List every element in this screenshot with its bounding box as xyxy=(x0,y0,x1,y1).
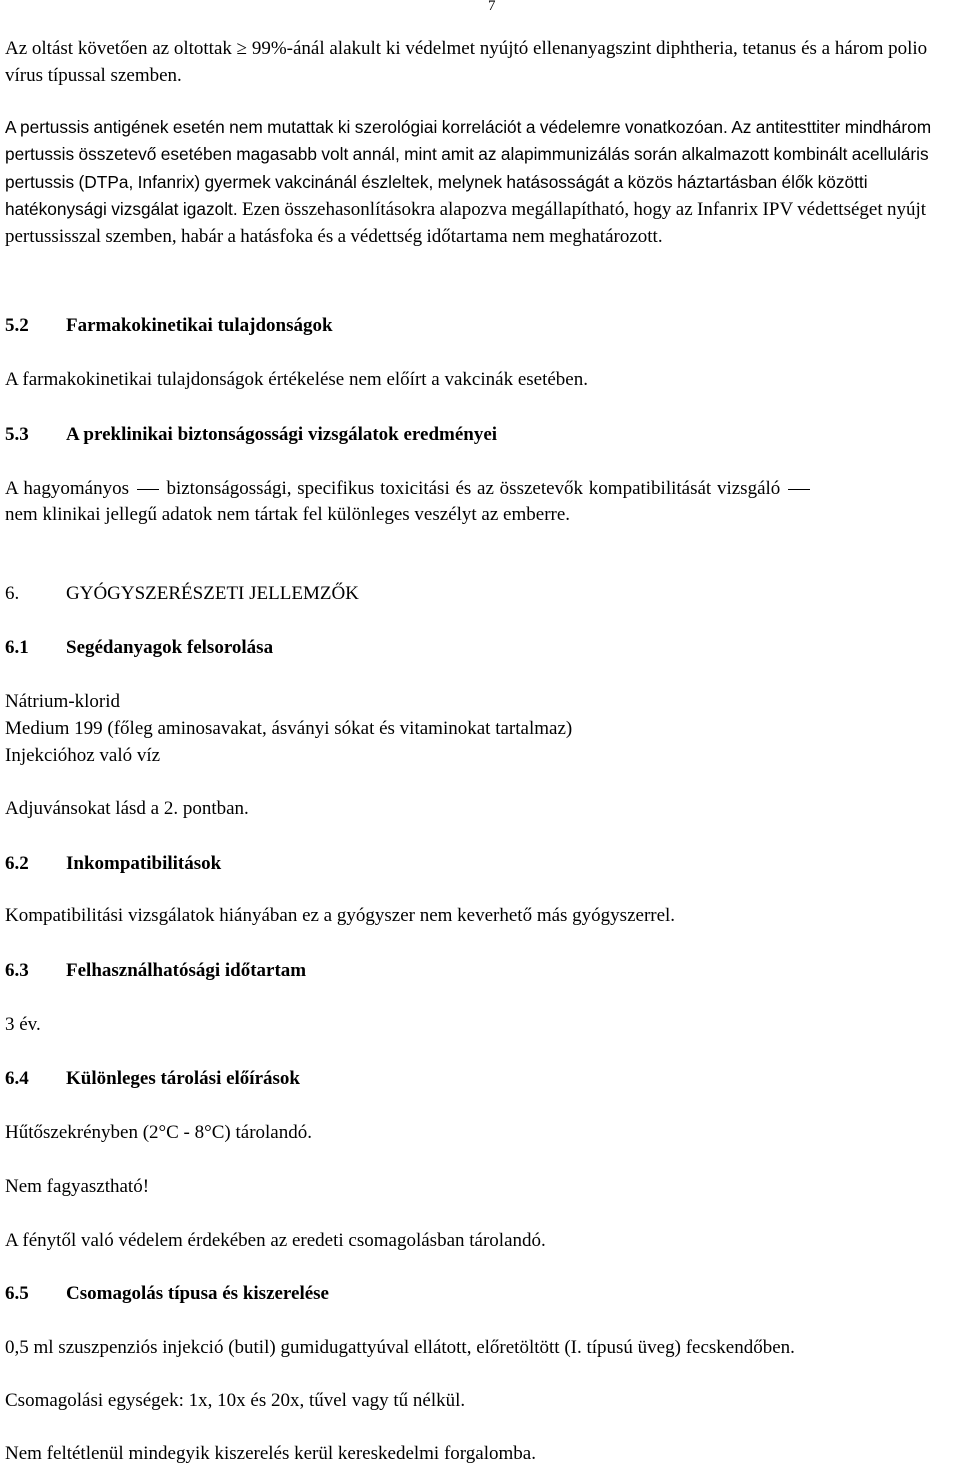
marketing-note: Nem feltétlenül mindegyik kiszerelés kerül kereskedelmi forgalomba. xyxy=(5,1443,536,1464)
text-6-2: Kompatibilitási vizsgálatok hiányában ez a gyógyszer nem keverhető más gyógyszerrel. xyxy=(5,905,676,926)
page-number: 7 xyxy=(488,0,496,14)
excipient-item: Nátrium-klorid xyxy=(5,691,121,712)
text-5-3-line2: nem klinikai jellegű adatok nem tártak fel különleges veszélyt az emberre. xyxy=(5,504,571,525)
paragraph-efficacy: Az oltást követően az oltottak ≥ 99%-ánál alakult ki védelmet nyújtó ellenanyagszint diphtheria, tetanus és a három polio vírus típussal szemben. xyxy=(5,38,928,86)
text-5-2: A farmakokinetikai tulajdonságok értékelése nem előírt a vakcinák esetében. xyxy=(5,369,588,390)
heading-5-2: 5.2 Farmakokinetikai tulajdonságok xyxy=(5,315,333,336)
heading-6: 6. GYÓGYSZERÉSZETI JELLEMZŐK xyxy=(5,583,359,604)
dash xyxy=(788,489,810,490)
heading-6-2: 6.2 Inkompatibilitások xyxy=(5,853,222,874)
heading-6-5: 6.5 Csomagolás típusa és kiszerelése xyxy=(5,1283,329,1304)
heading-6-4: 6.4 Különleges tárolási előírások xyxy=(5,1068,300,1089)
package-sizes: Csomagolási egységek: 1x, 10x és 20x, tűvel vagy tű nélkül. xyxy=(5,1390,466,1411)
paragraph-pertussis: A pertussis antigének esetén nem mutattak ki szerológiai korrelációt a védelemre vonatkozóan. Az antitesttiter mindhárom pertussis összetevő esetében magasabb volt annál, mint amit az alapimmunizálás során alkalmazott kombinált acelluláris pertussis (DTPa, Infanrix) gyermek vakcinánál észleltek, melynek hatásosságát a közös háztartásban élők közötti hatékonysági vizsgálat igazolt. Ezen összehasonlításokra alapozva megállapítható, hogy az Infanrix IPV védettséget nyújt pertussisszal szemben, habár a hatásfoka és a védettség időtartama nem meghatározott. xyxy=(5,117,932,247)
dash xyxy=(137,489,159,490)
excipient-item: Medium 199 (főleg aminosavakat, ásványi sókat és vitaminokat tartalmaz) xyxy=(5,718,573,739)
heading-6-3: 6.3 Felhasználhatósági időtartam xyxy=(5,960,307,981)
text-6-3: 3 év. xyxy=(5,1014,41,1035)
heading-5-3: 5.3 A preklinikai biztonságossági vizsgálatok eredményei xyxy=(5,424,498,445)
storage-temperature: Hűtőszekrényben (2°C - 8°C) tárolandó. xyxy=(5,1122,312,1143)
excipient-item: Injekcióhoz való víz xyxy=(5,745,161,766)
heading-6-1: 6.1 Segédanyagok felsorolása xyxy=(5,637,274,658)
text-5-3-line1: A hagyományos biztonságossági, specifikus toxicitási és az összetevők kompatibilitását vizsgáló xyxy=(5,476,812,502)
package-description: 0,5 ml szuszpenziós injekció (butil) gumidugattyúval ellátott, előretöltött (I. típusú üveg) fecskendőben. xyxy=(5,1337,795,1358)
greater-equal-symbol: ≥ xyxy=(236,38,248,59)
storage-no-freeze: Nem fagyasztható! xyxy=(5,1176,150,1197)
storage-light: A fénytől való védelem érdekében az eredeti csomagolásban tárolandó. xyxy=(5,1230,546,1251)
adjuvant-note: Adjuvánsokat lásd a 2. pontban. xyxy=(5,798,249,819)
